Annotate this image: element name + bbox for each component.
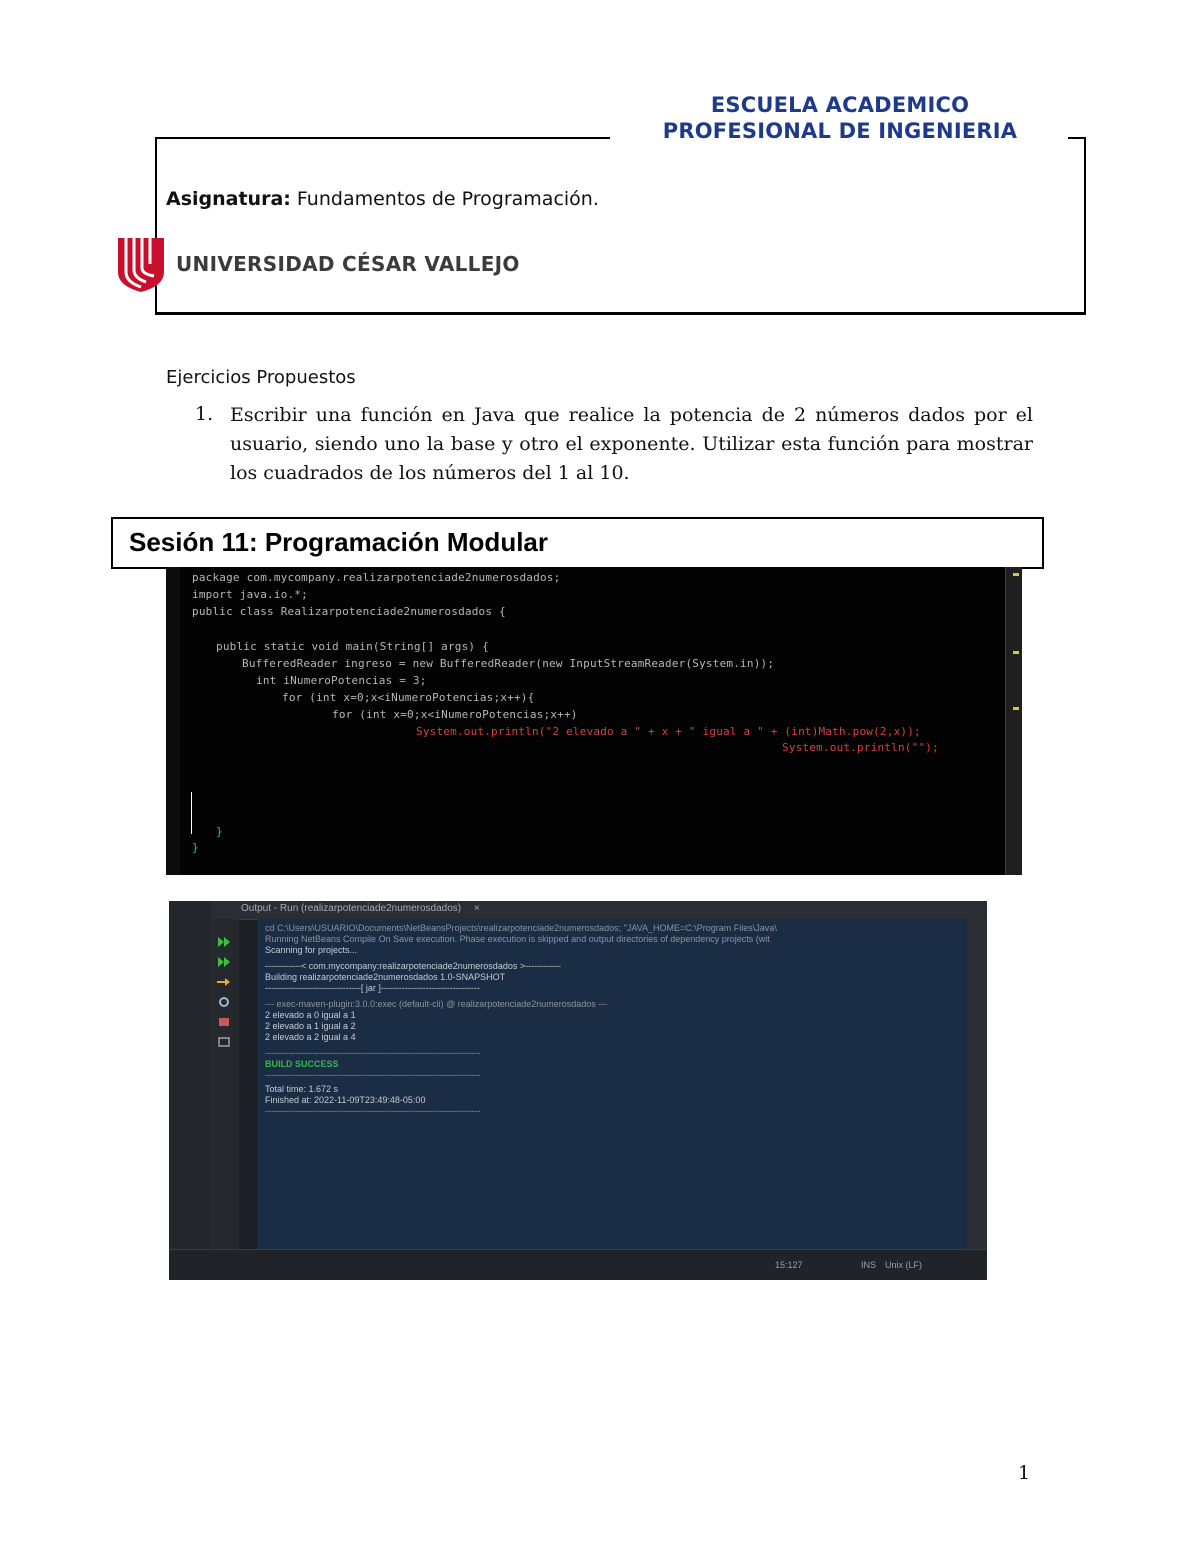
output-line: Total time: 1.672 s bbox=[265, 1084, 339, 1094]
school-name-line2: PROFESIONAL DE INGENIERIA bbox=[662, 119, 1018, 143]
ucv-emblem-icon bbox=[116, 234, 166, 294]
exercises-title: Ejercicios Propuestos bbox=[166, 367, 356, 388]
text-cursor bbox=[191, 792, 192, 834]
rerun-with-options-icon[interactable] bbox=[217, 957, 231, 967]
settings-icon[interactable] bbox=[217, 997, 231, 1007]
subject-label: Asignatura: bbox=[166, 188, 291, 210]
output-line: 2 elevado a 1 igual a 2 bbox=[265, 1021, 356, 1031]
session-title: Sesión 11: Programación Modular bbox=[129, 527, 548, 557]
output-line: --------------------------------[ jar ]--------------------------------- bbox=[265, 983, 480, 993]
output-tab-label: Output - Run (realizarpotenciade2numerosdados) bbox=[241, 903, 462, 914]
output-left-sidebar bbox=[169, 901, 212, 1280]
output-scrollbar[interactable] bbox=[967, 919, 987, 1249]
rerun-icon[interactable] bbox=[217, 937, 231, 947]
output-window-screenshot bbox=[169, 901, 987, 1280]
session-box bbox=[111, 517, 1044, 569]
output-line: 2 elevado a 0 igual a 1 bbox=[265, 1010, 356, 1020]
code-line: import java.io.*; bbox=[192, 588, 308, 601]
close-icon[interactable]: × bbox=[473, 903, 480, 914]
page-number: 1 bbox=[1018, 1462, 1031, 1484]
university-name: UNIVERSIDAD CÉSAR VALLEJO bbox=[176, 252, 520, 276]
university-logo bbox=[116, 234, 520, 294]
code-line: int iNumeroPotencias = 3; bbox=[256, 674, 427, 687]
output-line: ------------------------------------------------------------------------ bbox=[265, 1106, 481, 1116]
output-line: --- exec-maven-plugin:3.0.0:exec (default-cli) @ realizarpotenciade2numerosdados --- bbox=[265, 999, 608, 1009]
output-console[interactable] bbox=[257, 919, 967, 1249]
status-mode: INS bbox=[861, 1260, 877, 1270]
status-position: 15:127 bbox=[775, 1260, 803, 1270]
school-name-line1: ESCUELA ACADEMICO bbox=[710, 93, 970, 117]
output-line: Running NetBeans Compile On Save execution. Phase execution is skipped and output directories of dependency projects (wit bbox=[265, 934, 770, 944]
output-line: ------------------------------------------------------------------------ bbox=[265, 1070, 481, 1080]
output-line: ------------< com.mycompany:realizarpotenciade2numerosdados >------------ bbox=[265, 961, 562, 971]
code-editor-screenshot bbox=[166, 567, 1022, 875]
code-scrollbar[interactable] bbox=[1005, 567, 1022, 875]
code-line: BufferedReader ingreso = new BufferedReader(new InputStreamReader(System.in)); bbox=[242, 657, 775, 670]
exercise-text: Escribir una función en Java que realice la potencia de 2 números dados por el usuario, siendo uno la base y otro el exponente. Utilizar esta función para mostrar los cuadrados de los números del 1 al 10. bbox=[230, 404, 1033, 484]
code-line: public class Realizarpotenciade2numerosdados { bbox=[192, 605, 506, 618]
code-line: for (int x=0;x<iNumeroPotencias;x++) bbox=[332, 708, 578, 721]
output-tab[interactable] bbox=[241, 903, 480, 914]
clear-icon[interactable] bbox=[217, 1037, 231, 1047]
code-gutter bbox=[166, 567, 180, 875]
output-line: cd C:\Users\USUARIO\Documents\NetBeansProjects\realizarpotenciade2numerosdados; "JAVA_HOME=C:\Program Files\Java\ bbox=[265, 923, 777, 933]
scroll-marker bbox=[1013, 707, 1019, 710]
output-line: Building realizarpotenciade2numerosdados 1.0-SNAPSHOT bbox=[265, 972, 506, 982]
code-line: System.out.println("2 elevado a " + x + " igual a " + (int)Math.pow(2,x)); bbox=[416, 725, 921, 738]
subject-line bbox=[166, 188, 599, 210]
code-line: public static void main(String[] args) { bbox=[216, 640, 489, 653]
exercise-number: 1. bbox=[195, 403, 214, 425]
arrow-right-icon[interactable] bbox=[217, 977, 231, 987]
scroll-marker bbox=[1013, 573, 1019, 576]
scroll-marker bbox=[1013, 651, 1019, 654]
subject-value: Fundamentos de Programación. bbox=[296, 188, 599, 210]
stop-icon[interactable] bbox=[217, 1017, 231, 1027]
output-line: 2 elevado a 2 igual a 4 bbox=[265, 1032, 356, 1042]
code-line: for (int x=0;x<iNumeroPotencias;x++){ bbox=[282, 691, 535, 704]
code-line: } bbox=[192, 841, 199, 854]
status-bar bbox=[169, 1249, 987, 1280]
header-frame-top-left bbox=[155, 137, 610, 139]
status-eol: Unix (LF) bbox=[885, 1260, 923, 1270]
header-frame-bottom bbox=[155, 312, 1086, 315]
output-line: ------------------------------------------------------------------------ bbox=[265, 1048, 481, 1058]
output-tab-bar bbox=[211, 901, 987, 920]
code-line: System.out.println(""); bbox=[782, 741, 939, 754]
header-frame-right bbox=[1084, 137, 1086, 315]
output-toolbar bbox=[211, 919, 239, 1249]
code-line: } bbox=[216, 825, 223, 838]
code-line: package com.mycompany.realizarpotenciade2numerosdados; bbox=[192, 571, 561, 584]
output-line: Scanning for projects... bbox=[265, 945, 358, 955]
output-line: Finished at: 2022-11-09T23:49:48-05:00 bbox=[265, 1095, 426, 1105]
output-line: BUILD SUCCESS bbox=[265, 1059, 339, 1069]
school-name bbox=[612, 92, 1068, 144]
